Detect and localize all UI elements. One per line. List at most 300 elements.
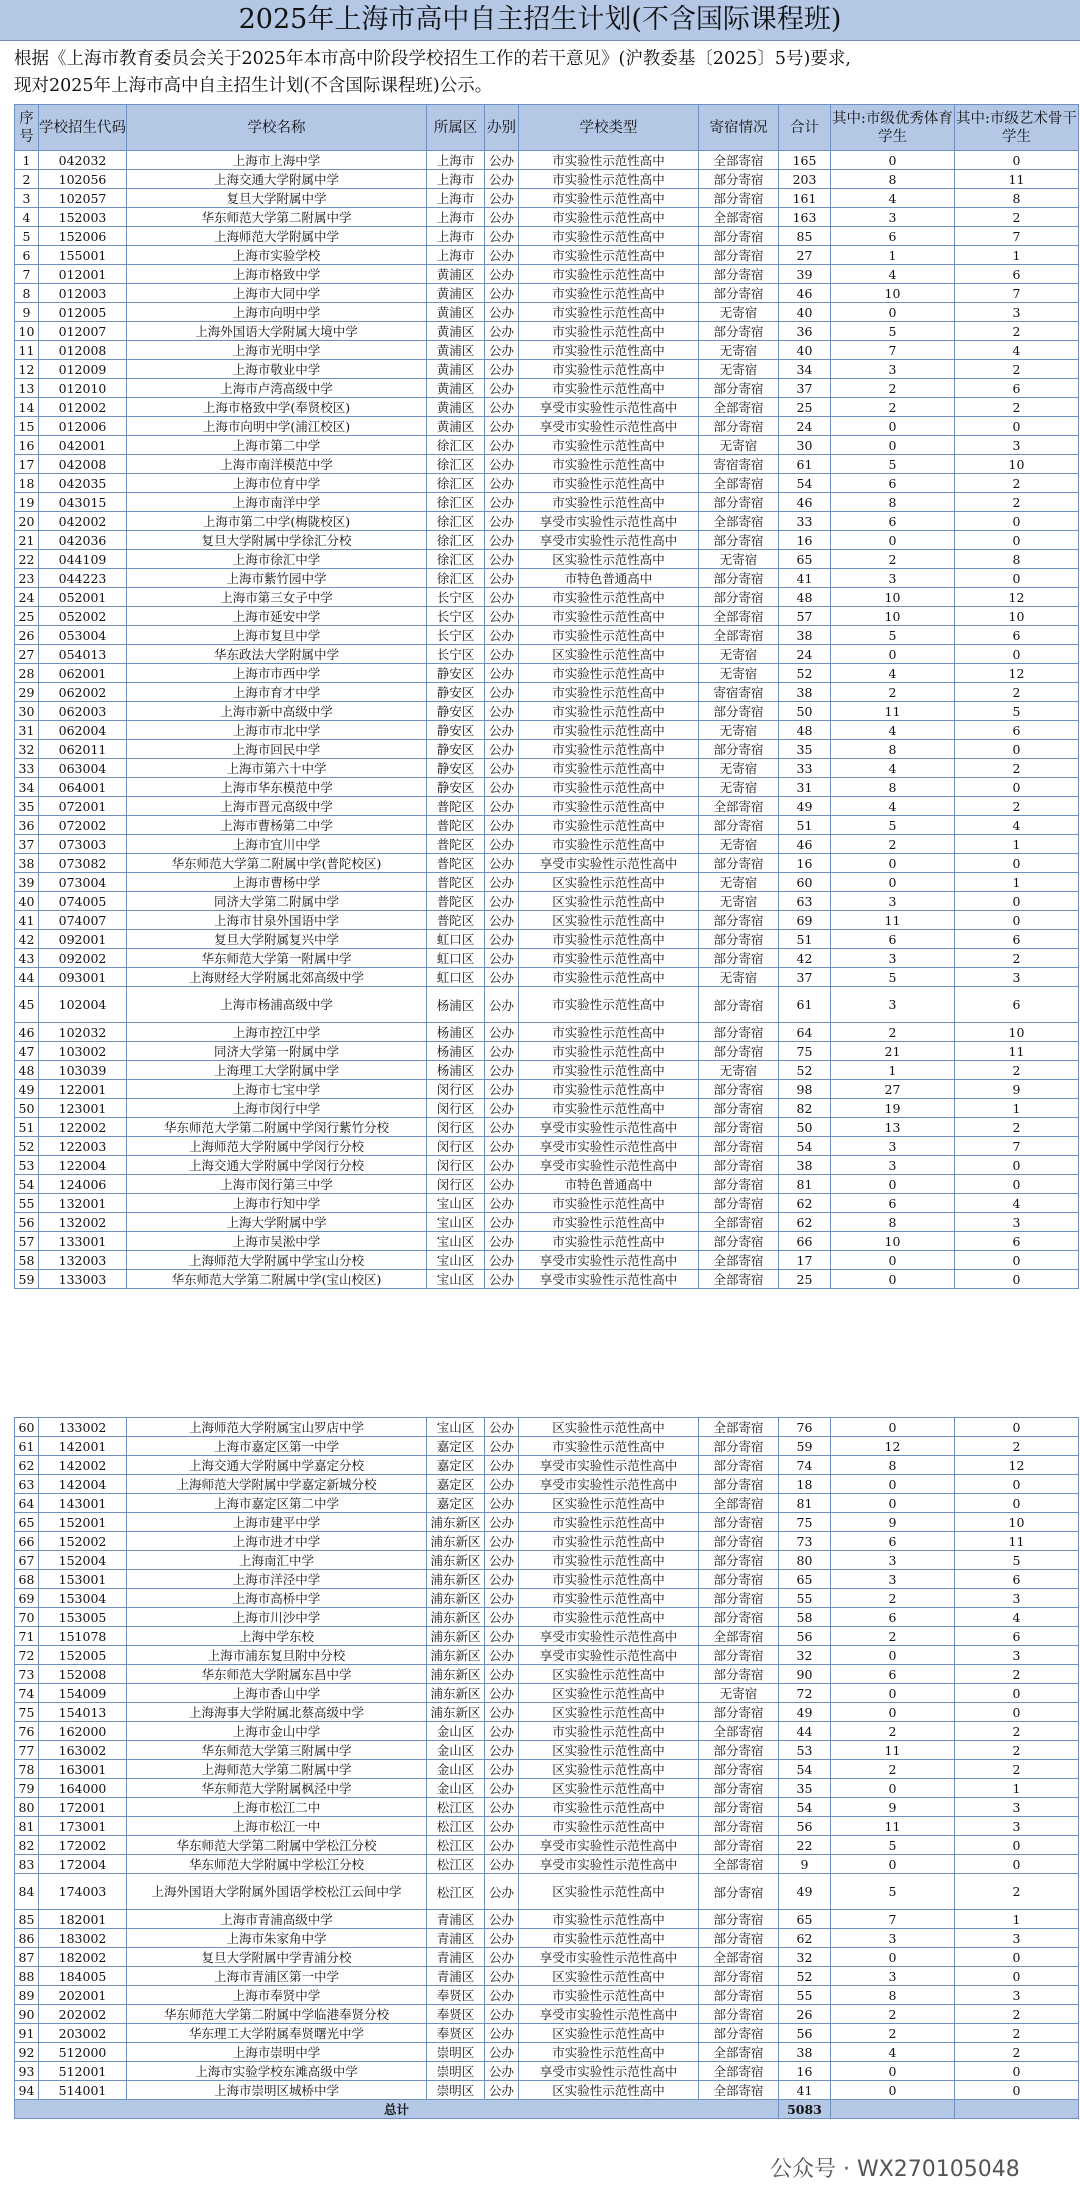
cell-ownership: 公办 [485,1023,519,1042]
cell-boarding: 全部寄宿 [699,208,779,227]
cell-total: 58 [779,1608,831,1627]
cell-school-type: 市实验性示范性高中 [519,1023,699,1042]
cell-sports: 11 [831,702,955,721]
table-row [15,664,1079,683]
cell-index: 84 [15,1874,39,1910]
cell-total: 37 [779,968,831,987]
cell-district: 浦东新区 [427,1532,485,1551]
cell-boarding: 部分寄宿 [699,1456,779,1475]
cell-arts: 0 [955,740,1079,759]
cell-boarding: 部分寄宿 [699,1967,779,1986]
cell-boarding: 无寄宿 [699,341,779,360]
cell-index: 42 [15,930,39,949]
cell-boarding: 全部寄宿 [699,398,779,417]
cell-sports: 0 [831,531,955,550]
cell-total: 37 [779,379,831,398]
cell-school-name: 上海市闵行中学 [127,1099,427,1118]
header-school-type: 学校类型 [519,105,699,151]
cell-arts: 4 [955,341,1079,360]
cell-code: 152003 [39,208,127,227]
cell-school-name: 上海市卢湾高级中学 [127,379,427,398]
cell-total: 38 [779,683,831,702]
table-row [15,1929,1079,1948]
cell-boarding: 部分寄宿 [699,493,779,512]
cell-school-name: 上海市崇明区城桥中学 [127,2081,427,2100]
cell-school-type: 市实验性示范性高中 [519,379,699,398]
cell-school-name: 上海市市北中学 [127,721,427,740]
cell-ownership: 公办 [485,1684,519,1703]
cell-total: 161 [779,189,831,208]
cell-arts: 7 [955,1137,1079,1156]
cell-ownership: 公办 [485,455,519,474]
cell-district: 闵行区 [427,1175,485,1194]
cell-index: 83 [15,1855,39,1874]
cell-ownership: 公办 [485,1779,519,1798]
cell-school-name: 上海理工大学附属中学 [127,1061,427,1080]
cell-code: 184005 [39,1967,127,1986]
cell-index: 16 [15,436,39,455]
cell-total: 81 [779,1175,831,1194]
table-row [15,816,1079,835]
cell-school-type: 市实验性示范性高中 [519,816,699,835]
cell-school-type: 区实验性示范性高中 [519,1665,699,1684]
cell-boarding: 部分寄宿 [699,227,779,246]
cell-sports: 2 [831,1589,955,1608]
cell-school-type: 市实验性示范性高中 [519,1532,699,1551]
cell-code: 512001 [39,2062,127,2081]
cell-index: 85 [15,1910,39,1929]
cell-ownership: 公办 [485,303,519,322]
cell-code: 073003 [39,835,127,854]
cell-code: 152004 [39,1551,127,1570]
cell-arts: 10 [955,455,1079,474]
cell-total: 49 [779,1703,831,1722]
cell-school-type: 区实验性示范性高中 [519,1967,699,1986]
cell-school-type: 享受市实验性示范性高中 [519,1456,699,1475]
cell-index: 4 [15,208,39,227]
table-row [15,246,1079,265]
cell-code: 093001 [39,968,127,987]
cell-school-name: 上海师范大学附属中学宝山分校 [127,1251,427,1270]
table-row [15,1551,1079,1570]
cell-school-name: 上海市行知中学 [127,1194,427,1213]
cell-district: 青浦区 [427,1948,485,1967]
cell-arts: 8 [955,189,1079,208]
cell-index: 13 [15,379,39,398]
cell-district: 黄浦区 [427,379,485,398]
cell-school-name: 上海市七宝中学 [127,1080,427,1099]
cell-boarding: 部分寄宿 [699,1608,779,1627]
table-row [15,1646,1079,1665]
cell-ownership: 公办 [485,778,519,797]
cell-arts: 6 [955,721,1079,740]
cell-total: 55 [779,1986,831,2005]
cell-index: 10 [15,322,39,341]
cell-sports: 4 [831,265,955,284]
cell-total: 60 [779,873,831,892]
cell-total: 85 [779,227,831,246]
cell-total: 31 [779,778,831,797]
cell-index: 47 [15,1042,39,1061]
cell-boarding: 无寄宿 [699,835,779,854]
cell-school-type: 享受市实验性示范性高中 [519,1948,699,1967]
cell-sports: 4 [831,721,955,740]
cell-total: 52 [779,664,831,683]
cell-arts: 3 [955,1213,1079,1232]
cell-boarding: 部分寄宿 [699,1137,779,1156]
cell-district: 徐汇区 [427,550,485,569]
cell-sports: 0 [831,1646,955,1665]
cell-school-name: 华东师范大学附属东昌中学 [127,1665,427,1684]
cell-arts: 6 [955,1627,1079,1646]
cell-arts: 2 [955,949,1079,968]
cell-arts: 12 [955,588,1079,607]
cell-arts: 0 [955,151,1079,170]
cell-ownership: 公办 [485,1608,519,1627]
cell-index: 62 [15,1456,39,1475]
cell-sports: 27 [831,1080,955,1099]
cell-ownership: 公办 [485,1042,519,1061]
cell-index: 12 [15,360,39,379]
table-row [15,208,1079,227]
cell-district: 徐汇区 [427,455,485,474]
cell-index: 27 [15,645,39,664]
total-row [15,2100,1079,2119]
table-row [15,322,1079,341]
cell-school-name: 上海市高桥中学 [127,1589,427,1608]
cell-district: 奉贤区 [427,2024,485,2043]
cell-school-type: 区实验性示范性高中 [519,1684,699,1703]
cell-ownership: 公办 [485,436,519,455]
cell-index: 80 [15,1798,39,1817]
cell-school-type: 市实验性示范性高中 [519,1929,699,1948]
cell-ownership: 公办 [485,1741,519,1760]
table-row [15,1156,1079,1175]
cell-sports: 11 [831,911,955,930]
table-row [15,2081,1079,2100]
table-row [15,1684,1079,1703]
cell-school-name: 上海师范大学附属中学嘉定新城分校 [127,1475,427,1494]
cell-school-type: 市实验性示范性高中 [519,968,699,987]
cell-total: 25 [779,398,831,417]
cell-district: 金山区 [427,1741,485,1760]
cell-index: 57 [15,1232,39,1251]
cell-ownership: 公办 [485,1874,519,1910]
cell-district: 静安区 [427,664,485,683]
cell-arts: 2 [955,322,1079,341]
cell-school-name: 上海市嘉定区第一中学 [127,1437,427,1456]
table-row [15,170,1079,189]
cell-total: 65 [779,550,831,569]
cell-district: 宝山区 [427,1270,485,1289]
cell-district: 静安区 [427,683,485,702]
cell-sports: 3 [831,208,955,227]
cell-sports: 0 [831,436,955,455]
cell-boarding: 无寄宿 [699,360,779,379]
table-row [15,1213,1079,1232]
cell-code: 102057 [39,189,127,208]
table-row [15,645,1079,664]
cell-ownership: 公办 [485,930,519,949]
table-row [15,1023,1079,1042]
cell-school-name: 上海财经大学附属北郊高级中学 [127,968,427,987]
cell-index: 70 [15,1608,39,1627]
cell-arts: 6 [955,930,1079,949]
cell-index: 39 [15,873,39,892]
cell-code: 012003 [39,284,127,303]
cell-code: 122003 [39,1137,127,1156]
cell-code: 152008 [39,1665,127,1684]
cell-school-name: 上海市实验学校东滩高级中学 [127,2062,427,2081]
cell-school-name: 上海市向明中学 [127,303,427,322]
cell-ownership: 公办 [485,1855,519,1874]
cell-ownership: 公办 [485,911,519,930]
cell-boarding: 无寄宿 [699,550,779,569]
cell-boarding: 全部寄宿 [699,1251,779,1270]
cell-sports: 6 [831,1608,955,1627]
cell-sports: 5 [831,968,955,987]
cell-school-type: 区实验性示范性高中 [519,911,699,930]
table-row [15,1099,1079,1118]
cell-school-name: 上海市嘉定区第二中学 [127,1494,427,1513]
cell-code: 162000 [39,1722,127,1741]
table-break [14,1398,1078,1417]
cell-sports: 2 [831,2005,955,2024]
cell-district: 浦东新区 [427,1646,485,1665]
cell-ownership: 公办 [485,1551,519,1570]
cell-index: 53 [15,1156,39,1175]
cell-school-name: 上海师范大学附属中学 [127,227,427,246]
cell-ownership: 公办 [485,1703,519,1722]
cell-sports: 0 [831,417,955,436]
cell-arts: 2 [955,1437,1079,1456]
cell-total: 90 [779,1665,831,1684]
cell-code: 062004 [39,721,127,740]
cell-code: 012002 [39,398,127,417]
cell-sports: 2 [831,1722,955,1741]
cell-sports: 0 [831,1175,955,1194]
cell-total: 27 [779,246,831,265]
cell-boarding: 无寄宿 [699,1061,779,1080]
cell-sports: 5 [831,322,955,341]
cell-school-name: 华东师范大学附属中学松江分校 [127,1855,427,1874]
cell-index: 14 [15,398,39,417]
cell-sports: 8 [831,1213,955,1232]
cell-district: 长宁区 [427,588,485,607]
cell-school-name: 上海市青浦高级中学 [127,1910,427,1929]
cell-total: 49 [779,1874,831,1910]
cell-school-name: 上海市华东模范中学 [127,778,427,797]
cell-arts: 3 [955,1929,1079,1948]
cell-code: 202001 [39,1986,127,2005]
cell-index: 86 [15,1929,39,1948]
cell-index: 76 [15,1722,39,1741]
cell-index: 60 [15,1418,39,1437]
cell-arts: 11 [955,1532,1079,1551]
cell-school-type: 市实验性示范性高中 [519,607,699,626]
table-row [15,968,1079,987]
cell-boarding: 部分寄宿 [699,1646,779,1665]
cell-total: 203 [779,170,831,189]
watermark-label: 公众号 · WX270105048 [770,2157,1020,2182]
cell-school-type: 市实验性示范性高中 [519,1910,699,1929]
cell-arts: 2 [955,2005,1079,2024]
cell-index: 26 [15,626,39,645]
cell-total: 30 [779,436,831,455]
cell-arts: 6 [955,626,1079,645]
cell-arts: 4 [955,816,1079,835]
cell-boarding: 部分寄宿 [699,379,779,398]
cell-code: 012001 [39,265,127,284]
cell-boarding: 部分寄宿 [699,2005,779,2024]
cell-school-type: 市特色普通高中 [519,1175,699,1194]
cell-total: 64 [779,1023,831,1042]
cell-index: 67 [15,1551,39,1570]
cell-code: 152002 [39,1532,127,1551]
table-row [15,1475,1079,1494]
cell-total: 16 [779,854,831,873]
cell-school-name: 上海中学东校 [127,1627,427,1646]
cell-ownership: 公办 [485,1646,519,1665]
cell-boarding: 部分寄宿 [699,1929,779,1948]
cell-arts: 3 [955,1589,1079,1608]
cell-arts: 2 [955,683,1079,702]
cell-school-name: 上海交通大学附属中学闵行分校 [127,1156,427,1175]
cell-arts: 0 [955,1684,1079,1703]
cell-school-name: 上海市奉贤中学 [127,1986,427,2005]
cell-index: 87 [15,1948,39,1967]
cell-ownership: 公办 [485,493,519,512]
table-row [15,1779,1079,1798]
cell-sports: 0 [831,2081,955,2100]
cell-boarding: 无寄宿 [699,873,779,892]
cell-boarding: 全部寄宿 [699,797,779,816]
cell-boarding: 全部寄宿 [699,2081,779,2100]
cell-code: 514001 [39,2081,127,2100]
cell-school-name: 上海市位育中学 [127,474,427,493]
cell-total: 51 [779,816,831,835]
cell-index: 9 [15,303,39,322]
cell-total: 56 [779,1817,831,1836]
cell-code: 052002 [39,607,127,626]
cell-district: 浦东新区 [427,1665,485,1684]
cell-arts: 0 [955,778,1079,797]
cell-arts: 2 [955,1874,1079,1910]
table-row [15,759,1079,778]
cell-boarding: 无寄宿 [699,759,779,778]
cell-school-type: 区实验性示范性高中 [519,645,699,664]
cell-school-name: 上海市建平中学 [127,1513,427,1532]
cell-ownership: 公办 [485,835,519,854]
cell-district: 普陀区 [427,873,485,892]
cell-boarding: 全部寄宿 [699,1855,779,1874]
cell-code: 062011 [39,740,127,759]
cell-arts: 1 [955,873,1079,892]
intro-line-2: 现对2025年上海市高中自主招生计划(不含国际课程班)公示。 [14,76,493,96]
cell-boarding: 部分寄宿 [699,1779,779,1798]
cell-ownership: 公办 [485,987,519,1023]
table-row [15,227,1079,246]
cell-sports: 3 [831,360,955,379]
table-row [15,284,1079,303]
cell-total: 98 [779,1080,831,1099]
cell-sports: 6 [831,1532,955,1551]
cell-index: 8 [15,284,39,303]
cell-district: 徐汇区 [427,512,485,531]
table-row [15,1627,1079,1646]
total-blank-1 [831,2100,955,2119]
cell-school-name: 复旦大学附属中学 [127,189,427,208]
cell-ownership: 公办 [485,1570,519,1589]
cell-code: 172002 [39,1836,127,1855]
cell-school-type: 市实验性示范性高中 [519,1437,699,1456]
cell-school-type: 市实验性示范性高中 [519,1589,699,1608]
cell-school-name: 上海市市西中学 [127,664,427,683]
cell-ownership: 公办 [485,151,519,170]
cell-school-name: 华东政法大学附属中学 [127,645,427,664]
cell-code: 102032 [39,1023,127,1042]
cell-school-type: 市实验性示范性高中 [519,1213,699,1232]
cell-ownership: 公办 [485,588,519,607]
table-row [15,1760,1079,1779]
cell-code: 151078 [39,1627,127,1646]
cell-arts: 6 [955,987,1079,1023]
table-row [15,455,1079,474]
cell-district: 黄浦区 [427,341,485,360]
cell-code: 133001 [39,1232,127,1251]
table-row [15,569,1079,588]
cell-ownership: 公办 [485,550,519,569]
cell-school-name: 上海市甘泉外国语中学 [127,911,427,930]
cell-school-type: 享受市实验性示范性高中 [519,1646,699,1665]
cell-index: 45 [15,987,39,1023]
cell-school-name: 上海市第三女子中学 [127,588,427,607]
header-index: 序号 [15,105,39,151]
cell-arts: 5 [955,702,1079,721]
cell-ownership: 公办 [485,2043,519,2062]
cell-code: 074005 [39,892,127,911]
cell-code: 012008 [39,341,127,360]
cell-sports: 3 [831,1156,955,1175]
header-arts-students: 其中:市级艺术骨干学生 [955,105,1079,151]
cell-sports: 8 [831,778,955,797]
cell-ownership: 公办 [485,1513,519,1532]
cell-district: 虹口区 [427,968,485,987]
cell-school-type: 区实验性示范性高中 [519,1741,699,1760]
cell-arts: 9 [955,1080,1079,1099]
cell-sports: 3 [831,1929,955,1948]
cell-arts: 1 [955,1779,1079,1798]
cell-district: 崇明区 [427,2062,485,2081]
cell-school-name: 复旦大学附属中学徐汇分校 [127,531,427,550]
cell-district: 奉贤区 [427,1986,485,2005]
cell-ownership: 公办 [485,721,519,740]
cell-index: 64 [15,1494,39,1513]
cell-boarding: 部分寄宿 [699,1118,779,1137]
cell-code: 072001 [39,797,127,816]
total-label: 总计 [15,2100,779,2119]
cell-total: 54 [779,1760,831,1779]
cell-sports: 7 [831,341,955,360]
cell-ownership: 公办 [485,341,519,360]
cell-boarding: 无寄宿 [699,892,779,911]
cell-index: 30 [15,702,39,721]
cell-school-type: 享受市实验性示范性高中 [519,1836,699,1855]
cell-ownership: 公办 [485,1589,519,1608]
cell-district: 嘉定区 [427,1456,485,1475]
cell-code: 512000 [39,2043,127,2062]
cell-school-type: 市实验性示范性高中 [519,303,699,322]
